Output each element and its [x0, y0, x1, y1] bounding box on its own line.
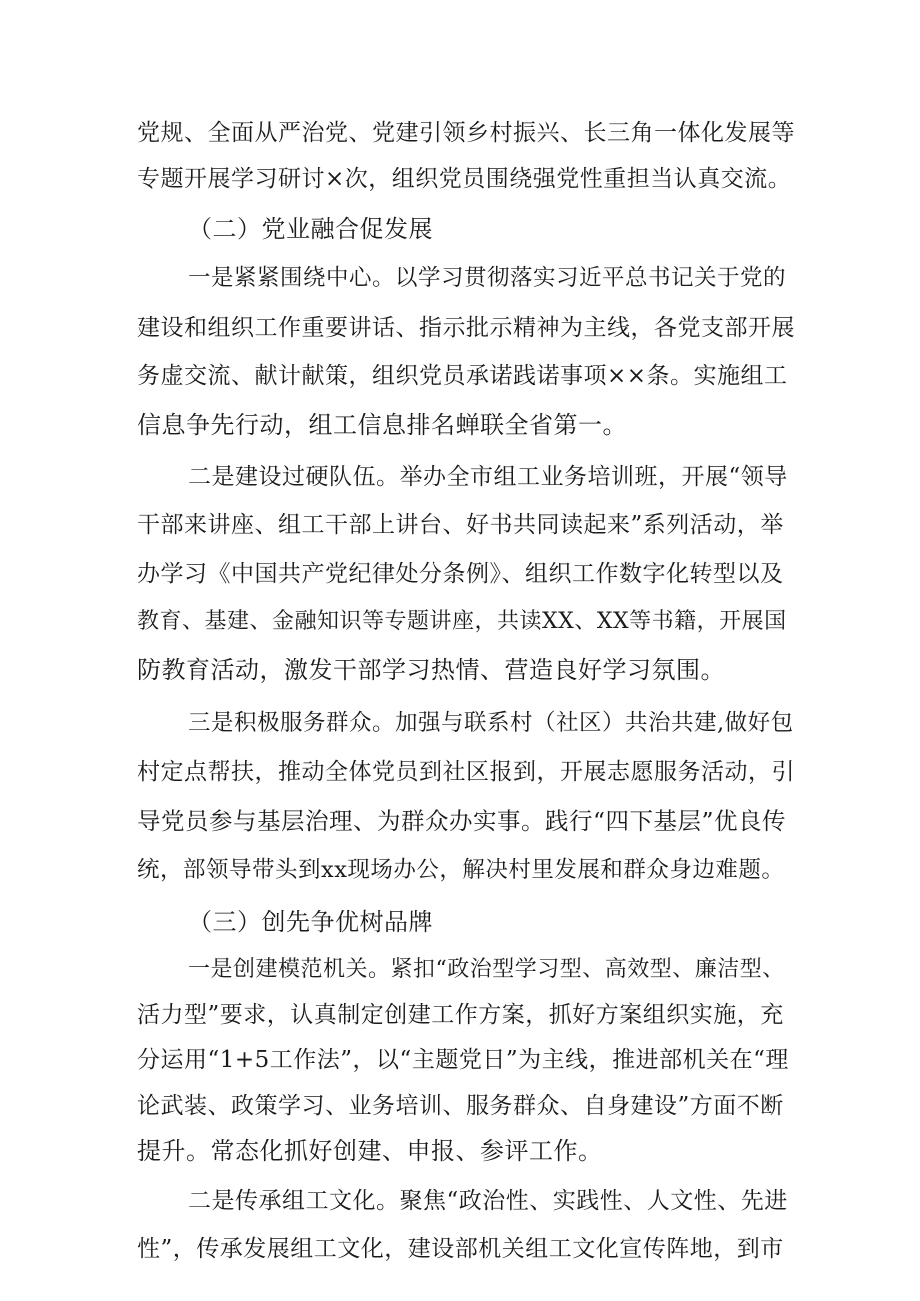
paragraph-line-8: 干部来讲座、组工干部上讲台、好书共同读起来”系列活动，举: [137, 512, 784, 538]
paragraph-line-6: 信息争先行动，组工信息排名蝉联全省第一。: [137, 411, 627, 439]
paragraph-line-21: 二是传承组工文化。聚焦“政治性、实践性、人文性、先进: [188, 1188, 788, 1214]
paragraph-line-16: 一是创建模范机关。紧扣“政治型学习型、高效型、廉洁型、: [188, 957, 785, 982]
paragraph-line-5: 务虚交流、献计献策，组织党员承诺践诺事项××条。实施组工: [137, 363, 788, 389]
section-heading-2: （二）党业融合促发展: [188, 215, 433, 243]
paragraph-line-19: 论武装、政策学习、业务培训、服务群众、自身建设”方面不断: [137, 1093, 784, 1119]
paragraph-line-10: 教育、基建、金融知识等专题讲座，共读XX、XX等书籍，开展国: [137, 609, 787, 634]
section-heading-3: （三）创先争优树品牌: [188, 908, 433, 936]
paragraph-line-3: 一是紧紧围绕中心。以学习贯彻落实习近平总书记关于党的: [188, 265, 787, 291]
paragraph-line-13: 村定点帮扶，推动全体党员到社区报到，开展志愿服务活动，引: [137, 759, 795, 785]
paragraph-line-14: 导党员参与基层治理、为群众办实事。践行“四下基层”优良传: [137, 807, 787, 835]
paragraph-line-18: 分运用“1+5工作法”，以“主题党日”为主线，推进部机关在“理: [137, 1047, 789, 1073]
paragraph-line-9: 办学习《中国共产党纪律处分条例》、组织工作数字化转型以及: [137, 561, 784, 587]
paragraph-line-2: 专题开展学习研讨×次，组织党员围绕强党性重担当认真交流。: [137, 166, 792, 192]
paragraph-line-22: 性”，传承发展组工文化，建设部机关组工文化宣传阵地，到市: [137, 1236, 784, 1262]
paragraph-line-1: 党规、全面从严治党、党建引领乡村振兴、长三角一体化发展等: [137, 120, 795, 146]
paragraph-line-11: 防教育活动，激发干部学习热情、营造良好学习氛围。: [137, 656, 725, 684]
paragraph-line-20: 提升。常态化抓好创建、申报、参评工作。: [137, 1137, 603, 1165]
paragraph-line-12: 三是积极服务群众。加强与联系村（社区）共治共建,做好包: [188, 710, 794, 736]
paragraph-line-4: 建设和组织工作重要讲话、指示批示精神为主线，各党支部开展: [137, 315, 795, 341]
paragraph-line-17: 活力型”要求，认真制定创建工作方案，抓好方案组织实施，充: [137, 1002, 784, 1028]
paragraph-line-15: 统，部领导带头到xx现场办公，解决村里发展和群众身边难题。: [137, 857, 785, 883]
paragraph-line-7: 二是建设过硬队伍。举办全市组工业务培训班，开展“领导: [188, 464, 788, 490]
